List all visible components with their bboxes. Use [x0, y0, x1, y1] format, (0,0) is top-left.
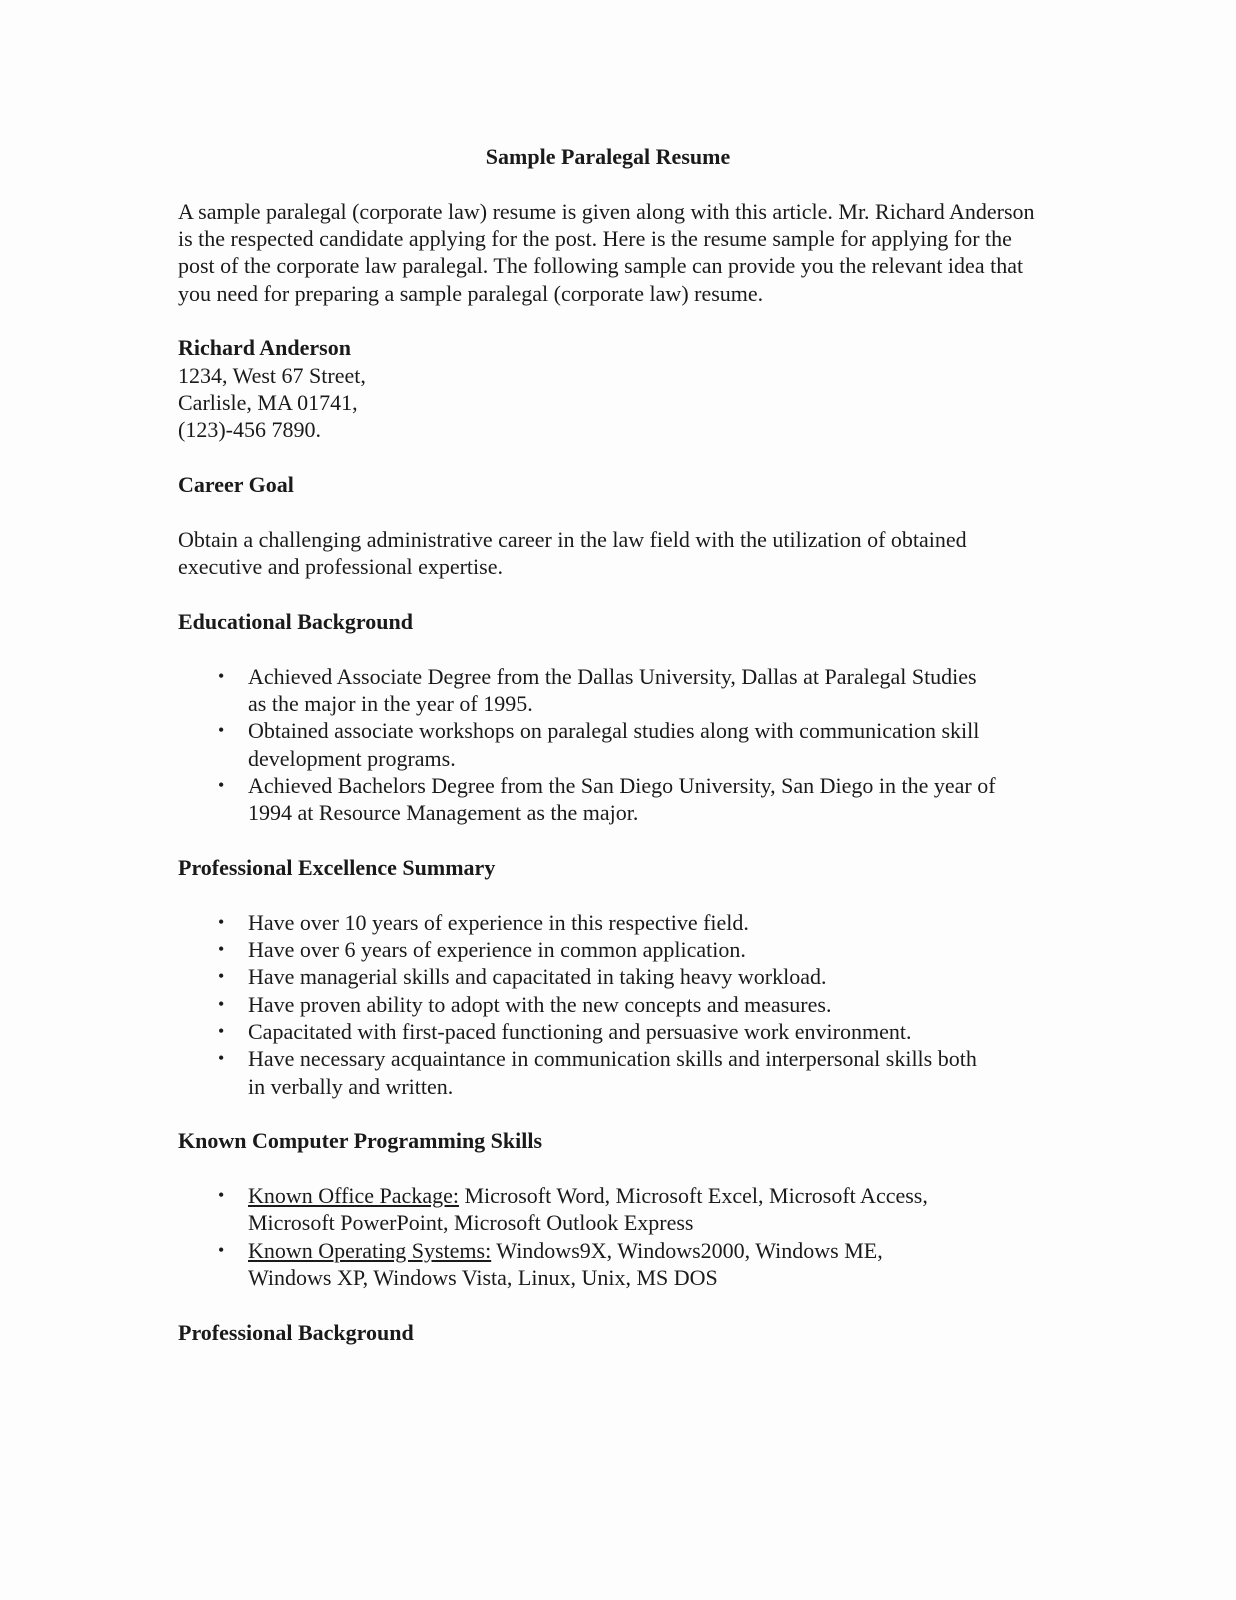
skill-label: Known Operating Systems:: [248, 1237, 492, 1263]
skills-list: [178, 1182, 1058, 1291]
list-item: • Capacitated with first-paced functioning and persuasive work environment.: [178, 1018, 1048, 1045]
list-item: [178, 1237, 948, 1292]
candidate-name: Richard Anderson: [178, 335, 351, 361]
career-goal-heading: Career Goal: [178, 472, 294, 498]
background-heading: Professional Background: [178, 1319, 414, 1345]
address-line-1: 1234, West 67 Street,: [178, 362, 366, 388]
list-item: • Have over 10 years of experience in this respective field.: [178, 909, 1048, 936]
list-item: • Achieved Associate Degree from the Dallas University, Dallas at Paralegal Studies as the major in the year of 1995.: [178, 663, 978, 718]
skills-heading: Known Computer Programming Skills: [178, 1128, 543, 1154]
education-heading: Educational Background: [178, 608, 413, 634]
address-line-2: Carlisle, MA 01741,: [178, 390, 358, 416]
list-item: • Have necessary acquaintance in communication skills and interpersonal skills both in verbally and written.: [178, 1045, 998, 1100]
list-item: • Obtained associate workshops on paralegal studies along with communication skill development programs.: [178, 717, 998, 772]
summary-heading: Professional Excellence Summary: [178, 854, 496, 880]
list-item: • Have over 6 years of experience in common application.: [178, 936, 1048, 963]
phone-number: (123)-456 7890.: [178, 417, 321, 443]
skill-label: Known Office Package:: [248, 1183, 459, 1209]
list-item: • Have proven ability to adopt with the new concepts and measures.: [178, 991, 1048, 1018]
education-list: [178, 663, 1038, 827]
intro-paragraph: A sample paralegal (corporate law) resume is given along with this article. Mr. Richard Anderson is the respected candidate applying for the post. Here is the resume sample for applying for the post of the corporate law paralegal. The following sample can provide you the relevant idea that you need for preparing a sample paralegal (corporate law) resume.: [178, 198, 1035, 306]
skill-text: Microsoft Word, Microsoft Excel, Microsoft Access, Microsoft PowerPoint, Microsoft Outlook Express: [248, 1183, 928, 1236]
resume-document: [178, 143, 1058, 1346]
career-goal-text: Obtain a challenging administrative career in the law field with the utilization of obtained executive and professional expertise.: [178, 526, 967, 580]
summary-list: [178, 909, 1048, 1100]
list-item: • Achieved Bachelors Degree from the San Diego University, San Diego in the year of 1994 at Resource Management as the major.: [178, 772, 1043, 827]
list-item: • Have managerial skills and capacitated in taking heavy workload.: [178, 963, 1048, 990]
document-title: Sample Paralegal Resume: [485, 144, 731, 169]
skill-text: Windows9X, Windows2000, Windows ME, Windows XP, Windows Vista, Linux, Unix, MS DOS: [248, 1237, 883, 1291]
list-item: [178, 1182, 998, 1237]
